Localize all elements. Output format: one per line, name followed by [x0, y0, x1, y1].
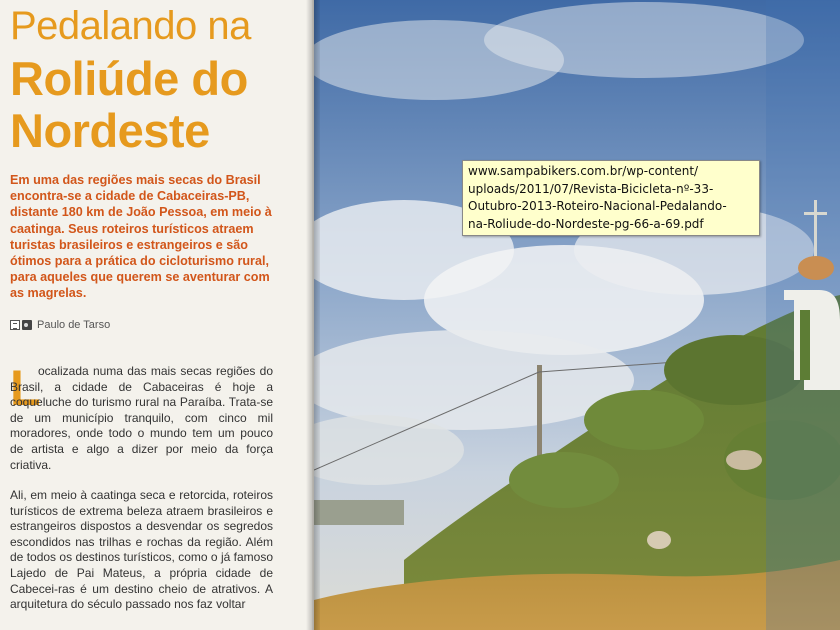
text-credit-icon	[10, 320, 20, 330]
drop-cap: L	[10, 360, 41, 416]
page-gutter	[306, 0, 320, 630]
title-line-3: Nordeste	[10, 104, 210, 157]
author-name: Paulo de Tarso	[37, 319, 111, 331]
title-line-1: Pedalando na	[10, 4, 251, 48]
landscape-photo	[314, 0, 840, 630]
lead-paragraph: Em uma das regiões mais secas do Brasil encontra-se a cidade de Cabaceiras-PB, distante 180 km de João Pessoa, em meio à caatinga. Seus roteiros turísticos atraem turistas brasileiros e estrangeiros e são ótimos para a prática do cicloturismo rural, para aqueles que querem se aventurar com as magrelas.	[10, 173, 272, 301]
byline	[10, 318, 110, 332]
body-paragraph-1-text: ocalizada numa das mais secas regiões do Brasil, a cidade de Cabaceiras é hoje a coqueluche do turismo rural na Paraíba. Trata-se de um município tranquilo, com cinco mil moradores, onde todo o mundo tem um pouco de artista e algo a dizer por meio da força criativa.	[10, 364, 273, 472]
photo-credit-icon	[22, 320, 32, 330]
source-url-note: www.sampabikers.com.br/wp-content/ uploads/2011/07/Revista-Bicicleta-nº-33- Outubro-2013-Roteiro-Nacional-Pedalando- na-Roliude-do-Nordeste-pg-66-a-69.pdf	[462, 160, 760, 236]
title-line-2: Roliúde do	[10, 52, 248, 105]
body-paragraph-2: Ali, em meio à caatinga seca e retorcida, roteiros turísticos de extrema beleza atraem brasileiros e estrangeiros dispostos a desvendar os segredos escondidos nas trilhas e rochas da região. Além de todos os destinos turísticos, como o já famoso Lajedo de Pai Mateus, a própria cidade de Cabecei-ras é um destino cheio de atrativos. A arquitetura do século passado nos faz voltar	[10, 488, 273, 612]
landscape-illustration	[314, 0, 840, 630]
left-page	[0, 0, 312, 630]
body-paragraph-1	[10, 360, 273, 473]
